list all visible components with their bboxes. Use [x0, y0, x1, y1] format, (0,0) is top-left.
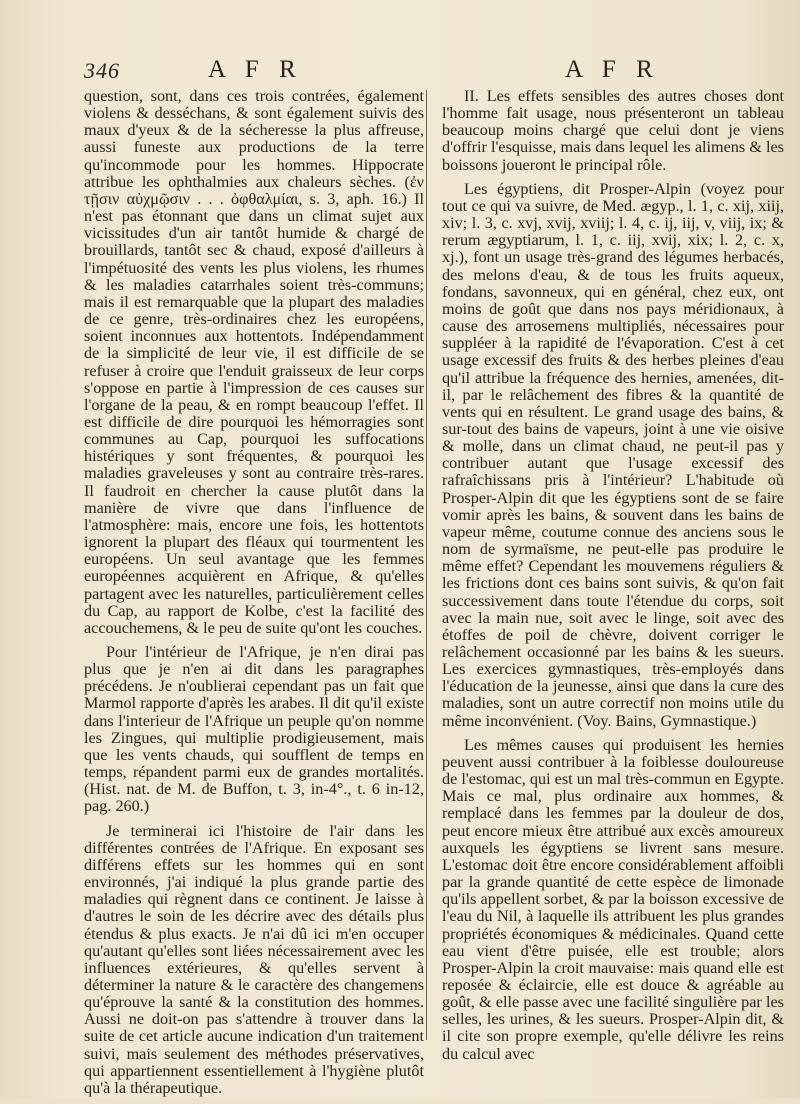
running-head-left: A F R	[208, 56, 303, 83]
page-number: 346	[84, 58, 120, 83]
column-divider	[426, 90, 427, 1040]
paragraph-1: II. Les effets sensibles des autres choses dont l'homme fait usage, nous présenteront un tableau beaucoup moins chargé que celui dont je viens d'offrir l'esquisse, mais dans lequel les alimens & les boissons joueront le principal rôle.	[442, 87, 784, 174]
paragraph-2: Les égyptiens, dit Prosper-Alpin (voyez pour tout ce qui va suivre, de Med. ægyp., l. 1, c. xij, xiij, xiv; l. 3, c. xvj, xvij, xviij; l. 4, c. ij, iij, v, viij, ix; & rerum ægyptiarum, l. 1, c. iij, xvij, xix; l. 2, c. x, xj.), font un usage très-grand des légumes herbacés, des melons d'eau, & de tous les fruits aqueux, fondans, savonneux, qui en général, chez eux, ont moins de goût que dans nos pays méridionaux, à cause des arrosemens multipliés, nécessaires pour suppléer à la rapidité de l'évaporation. C'est à cet usage excessif des fruits & des herbes pleines d'eau qu'il attribue la fréquence des hernies, amenées, dit-il, par le relâchement des fibres & la quantité de vents qui en résultent. Le grand usage des bains, & sur-tout des bains de vapeurs, joint à une vie oisive & molle, dans un climat chaud, ne peut-il pas y contribuer autant que l'usage excessif des rafraîchissans pris à l'intérieur? L'habitude où Prosper-Alpin dit que les égyptiens sont de se faire vomir après les bains, & souvent dans les bains de vapeur même, coutume connue des anciens sous le nom de syrmaïsme, ne peut-elle pas produire le même effet? Cependant les mouvemens réguliers & les frictions dont ces bains sont suivis, & qu'on fait successivement dans toute l'étendue du corps, soit avec la main nue, soit avec le linge, soit avec des étoffes de poil de chèvre, doivent corriger le relâchement occasionné par les bains & les sueurs. Les exercices gymnastiques, très-employés dans l'éducation de la jeunesse, ainsi que dans la cure des maladies, sont un autre correctif non moins utile du même inconvénient. (Voy. Bains, Gymnastique.)	[442, 179, 784, 730]
right-column	[442, 88, 784, 1070]
paragraph-1: question, sont, dans ces trois contrées, également violens & desséchans, & sont également suivis des maux d'yeux & de la sécheresse la plus affreuse, aussi funeste aux productions de la terre qu'incommode pour les hommes. Hippocrate attribue les ophthalmies aux chaleurs sèches. (ἐν τῇσιν αὐχμῷσιν . . . ὀφθαλμίαι, s. 3, aph. 16.) Il n'est pas étonnant que dans un climat sujet aux vicissitudes d'un air tantôt humide & chargé de brouillards, tantôt sec & chaud, exposé d'ailleurs à l'impétuosité des vents les plus violens, les rhumes & les maladies catarrhales soient très-communs; mais il est remarquable que la plupart des maladies de ce genre, très-ordinaires chez les européens, soient inconnues aux hottentots. Indépendamment de la simplicité de leur vie, il est difficile de se refuser à croire que l'enduit graisseux de leur corps s'oppose en partie à l'impression de ces causes sur l'organe de la peau, & en rompt beaucoup l'effet. Il est difficile de dire pourquoi les hémorragies sont communes au Cap, pourquoi les suffocations histériques y sont fréquentes, & pourquoi les maladies graveleuses y sont au contraire très-rares. Il faudroit en chercher la cause plutôt dans la manière de vivre que dans l'influence de l'atmosphère: mais, encore une fois, les hottentots ignorent la plupart des fléaux qui tourmentent les européens. Un seul avantage que les femmes européennes acquièrent en Afrique, & qu'elles partagent avec les naturelles, particulièrement celles du Cap, au rapport de Kolbe, c'est la facilité des accouchemens, & le peu de suite qu'ont les couches.	[84, 87, 424, 637]
paragraph-3: Je terminerai ici l'histoire de l'air dans les différentes contrées de l'Afrique. En exposant ses différens effets sur les hommes qui en sont environnés, j'ai indiqué la plus grande partie des maladies qui règnent dans ce continent. Je laisse à d'autres le soin de les décrire avec des détails plus étendus & plus exacts. Je n'ai dû ici m'en occuper qu'autant qu'elles sont liées nécessairement avec les influences extérieures, & qu'elles servent à déterminer la nature & le caractère des changemens qu'éprouve la santé & la constitution des hommes. Aussi ne doit-on pas s'attendre à trouver dans la suite de cet article aucune indication d'un traitement suivi, mais seulement des méthodes préservatives, qui appartiennent essentiellement à l'hygiène plutôt qu'à la thérapeutique.	[84, 821, 424, 1097]
paragraph-3: Les mêmes causes qui produisent les hernies peuvent aussi contribuer à la foiblesse douloureuse de l'estomac, qui est un mal très-commun en Egypte. Mais ce mal, plus ordinaire aux hommes, & remplacé dans les femmes par la douleur de dos, peut encore mieux être attribué aux excès amoureux auxquels les égyptiens se livrent sans mesure. L'estomac doit être encore considérablement affoibli par la grande quantité de cette espèce de limonade qu'ils appellent sorbet, & par la boisson excessive de l'eau du Nil, à laquelle ils attribuent les plus grandes propriétés économiques & médicinales. Quand cette eau vient d'être puisée, elle est trouble; alors Prosper-Alpin la croit mauvaise: mais quand elle est reposée & éclaircie, elle est douce & agréable au goût, & elle passe avec une facilité singulière par les selles, les urines, & les sueurs. Prosper-Alpin dit, & il cite son propre exemple, qu'elle délivre les reins du calcul avec	[442, 735, 784, 1063]
left-column	[84, 88, 424, 1104]
running-head-right: A F R	[565, 56, 660, 83]
paragraph-2: Pour l'intérieur de l'Afrique, je n'en dirai pas plus que je n'en ai dit dans les paragraphes précédens. Je n'oublierai cependant pas un fait que Marmol rapporte d'après les arabes. Il dit qu'il existe dans l'interieur de l'Afrique un peuple qu'on nomme les Zingues, qui multiplie prodigieusement, mais que les vents chauds, qui soufflent de temps en temps, répandent parmi eux de grandes mortalités. (Hist. nat. de M. de Buffon, t. 3, in-4°., t. 6 in-12, pag. 260.)	[84, 643, 424, 816]
